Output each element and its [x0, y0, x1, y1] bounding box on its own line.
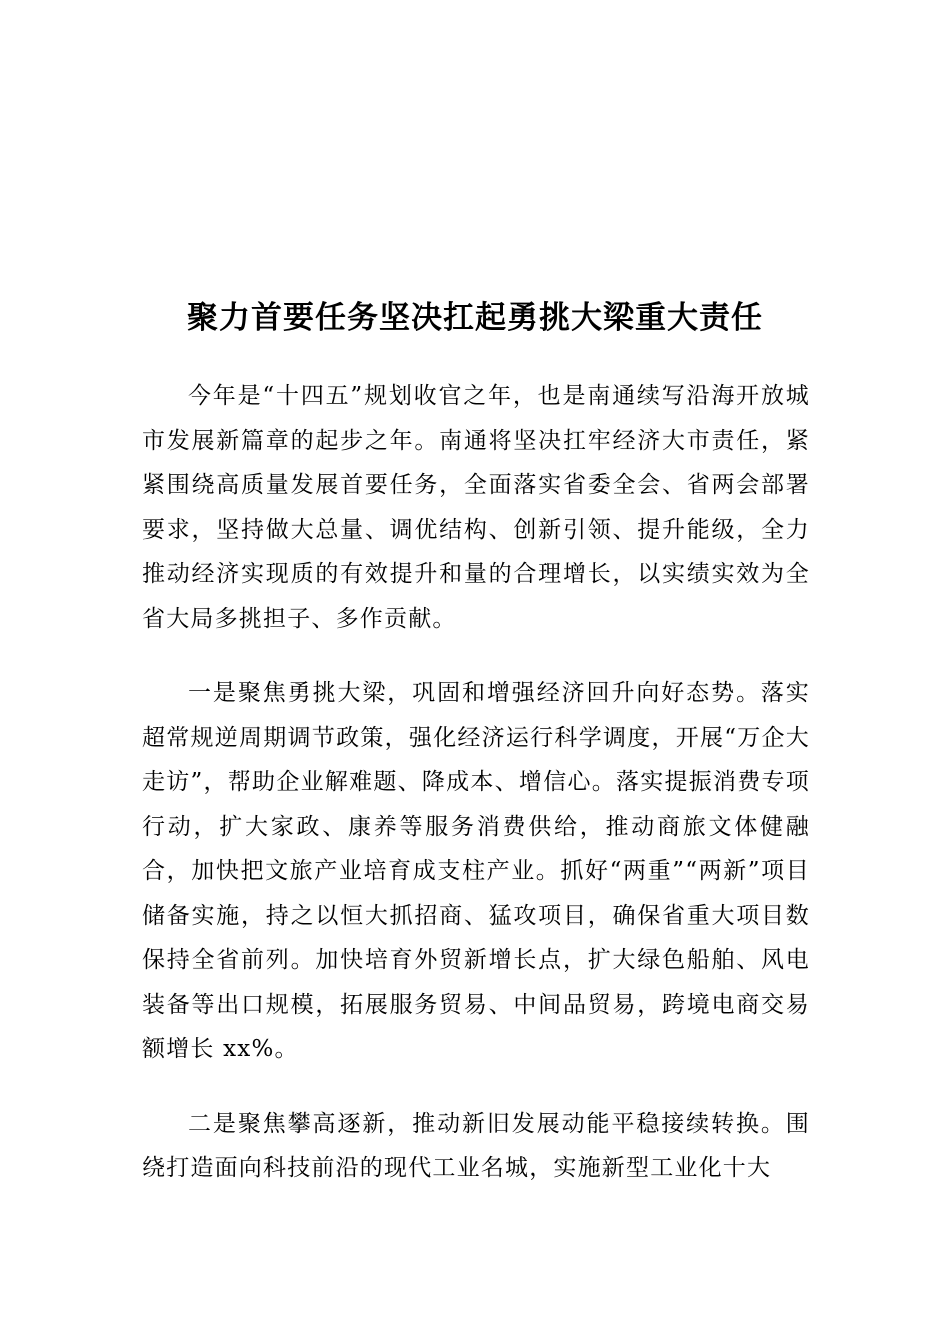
- document-body: [142, 374, 810, 1221]
- paragraph-point-one: 一是聚焦勇挑大梁，巩固和增强经济回升向好态势。落实超常规逆周期调节政策，强化经济运行科学调度，开展“万企大走访”，帮助企业解难题、降成本、增信心。落实提振消费专项行动，扩大家政、康养等服务消费供给，推动商旅文体健融合，加快把文旅产业培育成支柱产业。抓好“两重”“两新”项目储备实施，持之以恒大抓招商、猛攻项目，确保省重大项目数保持全省前列。加快培育外贸新增长点，扩大绿色船舶、风电装备等出口规模，拓展服务贸易、中间品贸易，跨境电商交易额增长 xx%。: [142, 680, 810, 1062]
- paragraph-point-two: 二是聚焦攀高逐新，推动新旧发展动能平稳接续转换。围绕打造面向科技前沿的现代工业名城，实施新型工业化十大: [142, 1110, 810, 1181]
- document-title: 聚力首要任务坚决扛起勇挑大梁重大责任: [187, 300, 763, 336]
- paragraph-intro: 今年是“十四五”规划收官之年，也是南通续写沿海开放城市发展新篇章的起步之年。南通将坚决扛牢经济大市责任，紧紧围绕高质量发展首要任务，全面落实省委全会、省两会部署要求，坚持做大总量、调优结构、创新引领、提升能级，全力推动经济实现质的有效提升和量的合理增长，以实绩实效为全省大局多挑担子、多作贡献。: [142, 383, 810, 632]
